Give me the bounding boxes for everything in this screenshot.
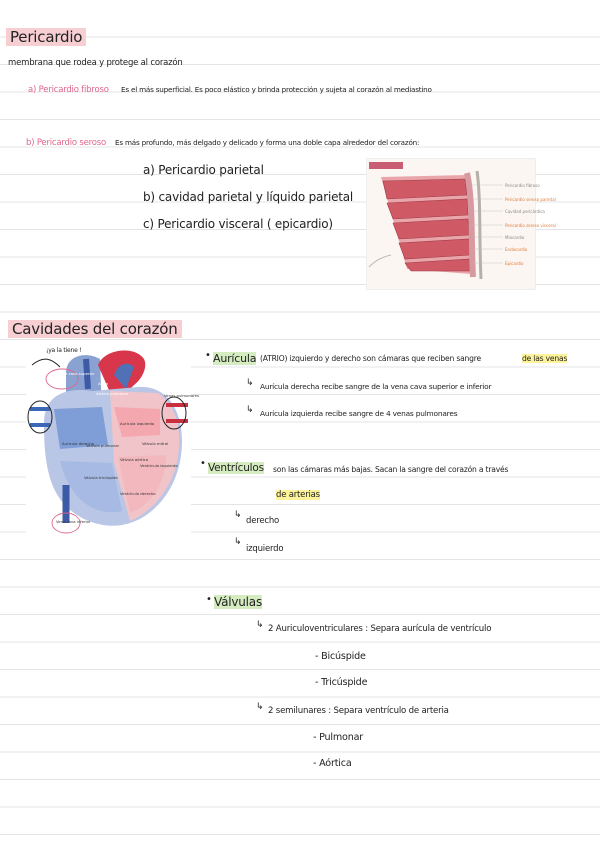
heart-label-valvula-pulmonar: Válvula pulmonar xyxy=(86,443,120,448)
arrow-ventriculo-izq: ↳ xyxy=(234,537,242,547)
auricula-highlight: de las venas xyxy=(522,354,568,363)
auricula-label: Aurícula xyxy=(213,352,257,365)
heart-label-arteria-pulmonar: Arteria pulmonar xyxy=(96,391,129,396)
item-b-label: b) Pericardio seroso xyxy=(26,138,107,148)
heart-label-valvula-mitral: Válvula mitral xyxy=(142,441,169,446)
fig1-label-1: Pericardio fibroso xyxy=(505,183,540,188)
fig1-label-4: Pericardio seroso visceral xyxy=(505,223,556,228)
item-a-label: a) Pericardio fibroso xyxy=(28,85,109,95)
item-a-text: Es el más superficial. Es poco elástico y brinda protección y sujeta al corazón al mediastino xyxy=(121,85,432,94)
heart-label-valvula-aortica: Válvula aórtica xyxy=(120,457,149,462)
fig1-label-3: Cavidad pericárdica xyxy=(505,209,545,214)
auricula-derecha: Aurícula derecha recibe sangre de la vena cava superior e inferior xyxy=(260,382,492,391)
auricula-text: (ATRIO) izquierdo y derecho son cámaras que reciben sangre xyxy=(260,354,482,363)
sub-item-parietal: a) Pericardio parietal xyxy=(143,163,264,177)
bullet-ventriculos: • xyxy=(200,458,206,469)
arrow-auricula-izq: ↳ xyxy=(246,405,254,415)
ventriculos-label: Ventrículos xyxy=(208,462,264,474)
heart-label-vena-cava-inf: Vena cava inferior xyxy=(56,519,91,524)
bullet-auricula: • xyxy=(205,350,211,361)
heart-label-auricula-izq: Aurícula izquierda xyxy=(120,421,155,426)
item-b-text: Es más profundo, más delgado y delicado y forma una doble capa alrededor del corazón: xyxy=(115,138,420,147)
section-title-cavidades: Cavidades del corazón xyxy=(8,320,182,338)
heart-label-aorta: Aorta xyxy=(98,381,109,386)
ventriculo-izquierdo: izquierdo xyxy=(246,544,284,554)
heart-label-ventriculo-izq: Ventrículo izquierdo xyxy=(140,463,178,468)
valvulas-label: Válvulas xyxy=(214,595,263,609)
valvula-aortica: - Aórtica xyxy=(313,758,352,769)
ventriculos-text: son las cámaras más bajas. Sacan la sangre del corazón a través xyxy=(273,465,509,474)
sub-item-cavidad: b) cavidad parietal y líquido parietal xyxy=(143,190,354,204)
ventriculos-highlight: de arterias xyxy=(276,490,320,500)
heart-label-ventriculo-der: Ventrículo derecho xyxy=(120,491,156,496)
valvulas-semilunares: 2 semilunares : Separa ventrículo de arteria xyxy=(268,706,449,716)
sub-item-visceral: c) Pericardio visceral ( epicardio) xyxy=(143,217,333,231)
bullet-valvulas: • xyxy=(206,594,212,605)
heart-label-auricula-der: Aurícula derecha xyxy=(62,441,95,446)
pericardio-definition: membrana que rodea y protege al corazón xyxy=(8,58,183,68)
pericardium-illustration xyxy=(366,158,556,290)
heart-label-valvula-tricuspide: Válvula tricúspide xyxy=(84,475,118,480)
fig1-label-5: Miocardio xyxy=(505,235,525,240)
ventriculo-derecho: derecho xyxy=(246,516,280,526)
auricula-izquierda: Aurícula izquierda recibe sangre de 4 venas pulmonares xyxy=(260,409,458,418)
heart-drawing xyxy=(26,345,191,535)
heart-annotation: ¡ya la tiene ! xyxy=(46,347,82,354)
fig1-label-6: Endocardio xyxy=(505,247,528,252)
valvulas-av: 2 Auriculoventriculares : Separa aurícula de ventrículo xyxy=(268,624,492,634)
arrow-av: ↳ xyxy=(256,620,264,630)
valvula-tricuspide: - Tricúspide xyxy=(315,677,368,688)
arrow-semilunar: ↳ xyxy=(256,702,264,712)
valvula-bicuspide: - Bicúspide xyxy=(315,651,366,662)
heart-label-venas-pulmonares: Venas pulmonares xyxy=(164,393,199,398)
fig1-label-7: Epicardio xyxy=(505,261,524,266)
section-title-pericardio: Pericardio xyxy=(6,28,86,46)
arrow-auricula-der: ↳ xyxy=(246,378,254,388)
heart-illustration xyxy=(26,345,199,535)
arrow-ventriculo-der: ↳ xyxy=(234,510,242,520)
valvula-pulmonar: - Pulmonar xyxy=(313,732,363,743)
fig1-label-2: Pericardio seroso parietal xyxy=(505,197,556,202)
heart-label-vena-cava-sup: Vena cava superior xyxy=(58,371,95,376)
